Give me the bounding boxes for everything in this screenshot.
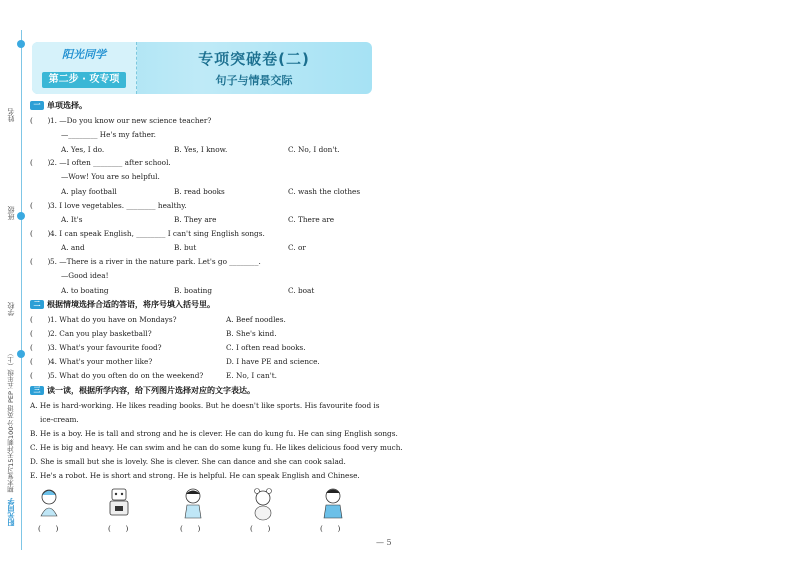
answer-paren[interactable]: ( ) — [30, 201, 51, 210]
logo-box — [32, 42, 137, 94]
picture-answer-paren[interactable]: ( ) — [38, 524, 59, 533]
description-line: E. He's a robot. He is short and strong. He is helpful. He can speak English and Chinese. — [30, 471, 360, 480]
girl-illustration — [32, 486, 66, 522]
man-illustration — [316, 486, 350, 522]
question-text: 2. —I often ________ after school. — [50, 158, 171, 167]
option-a: A. It's — [61, 215, 83, 224]
animal-illustration — [246, 486, 280, 522]
answer-option: B. She's kind. — [226, 329, 277, 338]
answer-option: A. Beef noodles. — [226, 315, 286, 324]
page-number: — 5 — [376, 538, 392, 547]
option-a: A. play football — [61, 187, 117, 196]
question-text: —________ He's my father. — [61, 130, 156, 139]
section-number: 三 — [30, 386, 44, 395]
answer-paren[interactable]: ( ) — [30, 357, 51, 366]
option-a: A. Yes, I do. — [61, 145, 105, 154]
answer-option: E. No, I can't. — [226, 371, 277, 380]
binding-line — [21, 30, 22, 550]
picture-answer-paren[interactable]: ( ) — [320, 524, 341, 533]
binding-dot — [17, 40, 25, 48]
boy-illustration — [176, 486, 210, 522]
answer-paren[interactable]: ( ) — [30, 315, 51, 324]
option-c: C. No, I don't. — [288, 145, 340, 154]
logo-text: 阳光同学 — [62, 48, 106, 61]
name-label: 姓名 — [7, 108, 15, 122]
answer-paren[interactable]: ( ) — [30, 158, 51, 167]
section-title: 单项选择。 — [47, 101, 87, 110]
answer-option: C. I often read books. — [226, 343, 306, 352]
description-line: D. She is small but she is lovely. She is clever. She can dance and she can cook salad. — [30, 457, 346, 466]
description-line: C. He is big and heavy. He can swim and he can do some kung fu. He likes delicious food very much. — [30, 443, 403, 452]
page-subtitle: 句子与情景交际 — [215, 74, 293, 87]
picture-answer-paren[interactable]: ( ) — [250, 524, 271, 533]
answer-paren[interactable]: ( ) — [30, 371, 51, 380]
picture-answer-paren[interactable]: ( ) — [108, 524, 129, 533]
section-1-heading — [30, 100, 87, 111]
option-b: B. boating — [174, 286, 213, 295]
question-text: 2. Can you play basketball? — [50, 329, 152, 338]
option-c: C. or — [288, 243, 306, 252]
answer-option: D. I have PE and science. — [226, 357, 320, 366]
question-text: —Good idea! — [61, 271, 109, 280]
description-line: B. He is a boy. He is tall and strong and he is clever. He can do kung fu. He can sing English songs. — [30, 429, 398, 438]
option-b: B. Yes, I know. — [174, 145, 228, 154]
answer-paren[interactable]: ( ) — [30, 257, 51, 266]
option-b: B. but — [174, 243, 197, 252]
answer-paren[interactable]: ( ) — [30, 116, 51, 125]
question-text: 5. What do you often do on the weekend? — [50, 371, 204, 380]
section-title: 根据情境选择合适的答语，将序号填入括号里。 — [47, 300, 215, 309]
question-text: 5. —There is a river in the nature park. Let's go ________. — [50, 257, 261, 266]
question-text: —Wow! You are so helpful. — [61, 172, 160, 181]
binding-dot — [17, 350, 25, 358]
section-number: 二 — [30, 300, 44, 309]
brand-logo: 阳光同学 — [7, 498, 15, 526]
option-a: A. and — [61, 243, 85, 252]
answer-paren[interactable]: ( ) — [30, 329, 51, 338]
question-text: 1. What do you have on Mondays? — [50, 315, 177, 324]
section-number: 一 — [30, 101, 44, 110]
page-title: 专项突破卷(二) — [198, 50, 310, 68]
class-label: 班级 — [7, 206, 15, 220]
answer-paren[interactable]: ( ) — [30, 229, 51, 238]
answer-paren[interactable]: ( ) — [30, 343, 51, 352]
description-line: A. He is hard-working. He likes reading books. But he doesn't like sports. His favourite food is — [30, 401, 380, 410]
option-c: C. boat — [288, 286, 315, 295]
option-c: C. There are — [288, 215, 335, 224]
step-badge: 第二步 · 攻专项 — [42, 72, 126, 88]
question-text: 4. I can speak English, ________ I can't sing English songs. — [50, 229, 265, 238]
question-text: 1. —Do you know our new science teacher? — [50, 116, 212, 125]
question-text: 4. What's your mother like? — [50, 357, 153, 366]
binding-dot — [17, 212, 25, 220]
page-header — [32, 42, 372, 94]
robot-illustration — [102, 486, 136, 522]
option-b: B. read books — [174, 187, 225, 196]
option-c: C. wash the clothes — [288, 187, 361, 196]
question-text: 3. What's your favourite food? — [50, 343, 162, 352]
option-b: B. They are — [174, 215, 217, 224]
binding-sidebar — [0, 0, 28, 572]
section-3-heading — [30, 385, 255, 396]
section-2-heading — [30, 299, 215, 310]
description-line: ice-cream. — [40, 415, 79, 424]
school-label: 学校 — [7, 302, 15, 316]
picture-answer-paren[interactable]: ( ) — [180, 524, 201, 533]
option-a: A. to boating — [61, 286, 109, 295]
section-title: 读一读，根据所学内容，给下列图片选择对应的文字表达。 — [47, 386, 255, 395]
question-text: 3. I love vegetables. ________ healthy. — [50, 201, 187, 210]
series-text: 期末复习15天冲刺100分 英语 PEP 五年级（上） — [7, 350, 15, 493]
